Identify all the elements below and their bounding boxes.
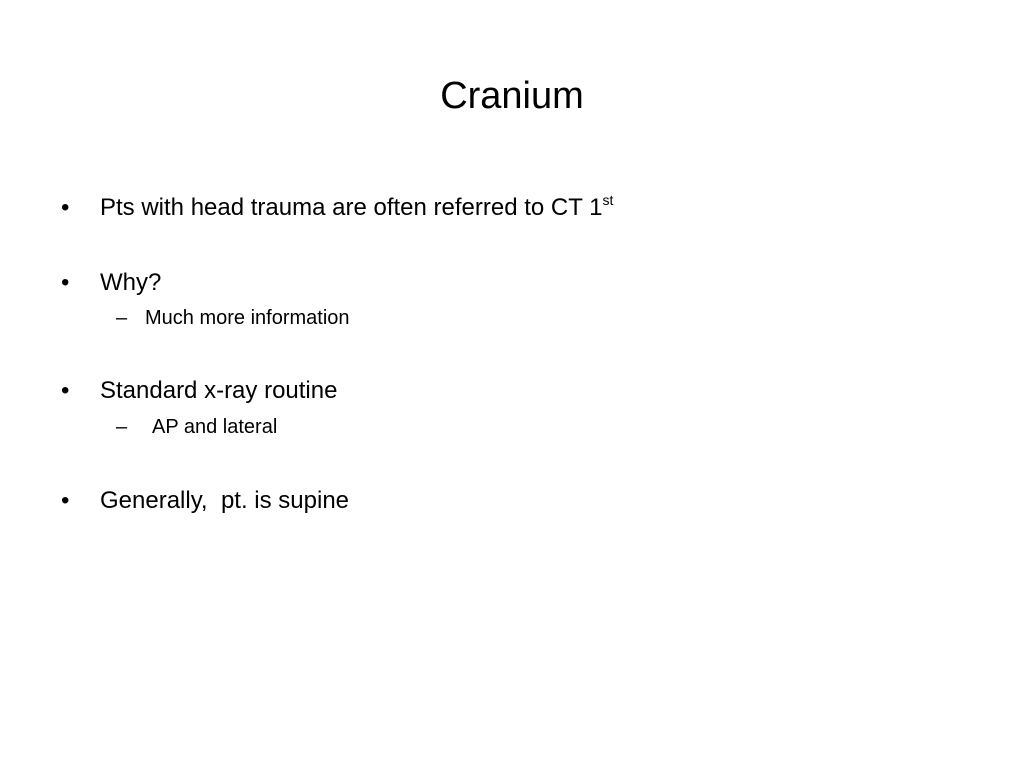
bullet-icon: • (61, 377, 70, 404)
dash-icon: – (116, 307, 128, 329)
dash-icon: – (116, 416, 128, 438)
slide-title: Cranium (440, 75, 584, 117)
bullet-text-main: Pts with head trauma are often referred to CT 1 (100, 194, 603, 221)
bullet-icon: • (61, 269, 70, 296)
bullet-icon: • (61, 487, 70, 514)
bullet-text: Generally, pt. is supine (100, 487, 350, 514)
bullet-text (100, 194, 613, 222)
bullet-text: Standard x-ray routine (100, 377, 338, 404)
sub-bullet-text: Much more information (145, 307, 350, 329)
bullet-text-superscript: st (602, 192, 614, 208)
sub-bullet-text: AP and lateral (152, 416, 278, 438)
bullet-icon: • (61, 194, 70, 221)
bullet-text: Why? (100, 269, 162, 296)
